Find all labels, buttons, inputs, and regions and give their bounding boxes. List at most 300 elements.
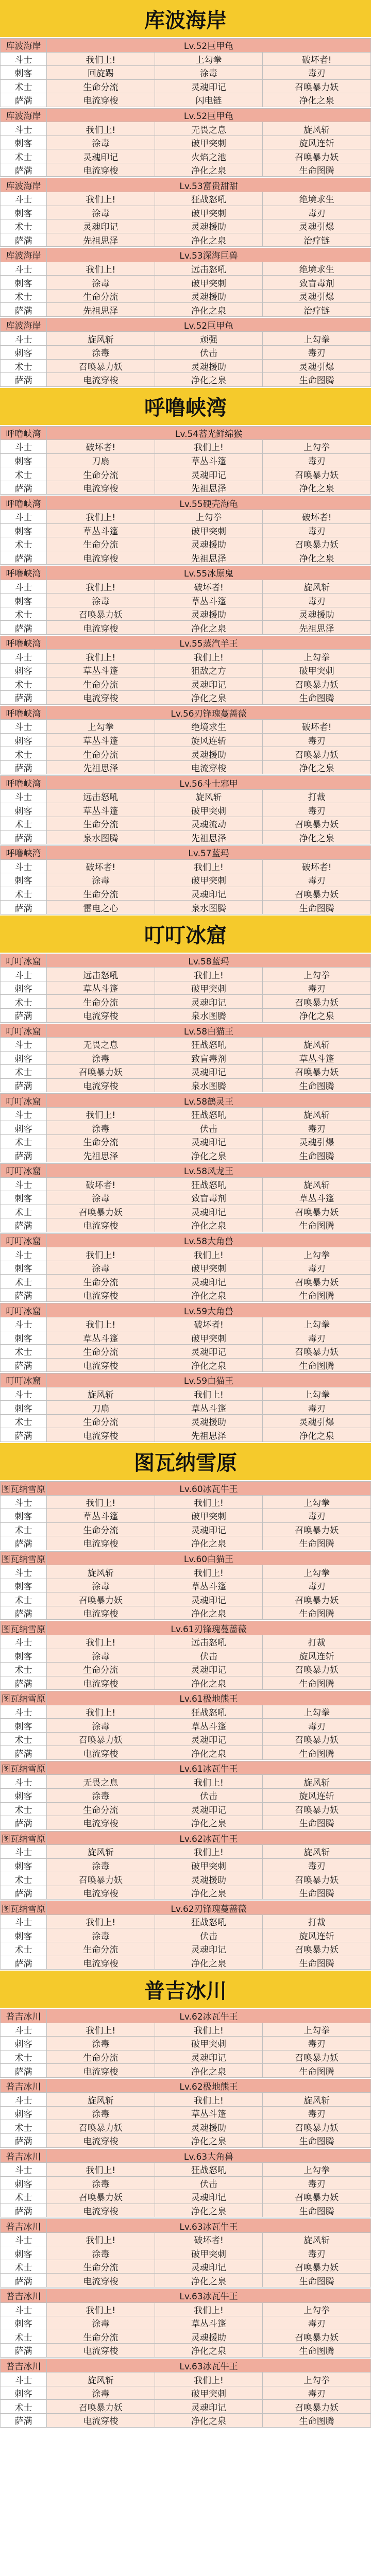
table-row bbox=[1, 1009, 371, 1023]
class-name: 斗士 bbox=[1, 650, 47, 664]
boss-level-label: Lv.52巨甲龟 bbox=[47, 108, 371, 122]
skill-cell: 净化之泉 bbox=[155, 163, 263, 177]
skill-cell: 生命分流 bbox=[47, 995, 155, 1009]
boss-level-label: Lv.52巨甲龟 bbox=[47, 39, 371, 53]
table-row bbox=[1, 135, 371, 149]
skill-cell: 灵魂印记 bbox=[155, 1522, 263, 1536]
skill-cell: 草丛斗篷 bbox=[47, 1509, 155, 1523]
skill-cell: 灵魂印记 bbox=[155, 2050, 263, 2064]
class-name: 斗士 bbox=[1, 332, 47, 346]
skill-cell: 上勾拳 bbox=[263, 440, 371, 454]
table-row bbox=[1, 1606, 371, 1620]
class-name: 斗士 bbox=[1, 580, 47, 594]
skill-cell: 先祖思泽 bbox=[155, 831, 263, 844]
boss-header-row bbox=[1, 1551, 371, 1565]
table-row bbox=[1, 720, 371, 734]
skill-cell: 我们上! bbox=[47, 192, 155, 206]
skill-cell: 我们上! bbox=[155, 2093, 263, 2107]
class-name: 刺客 bbox=[1, 1928, 47, 1942]
skill-cell: 顽强 bbox=[155, 332, 263, 346]
skill-cell: 电流穿梭 bbox=[155, 760, 263, 774]
skill-cell: 破甲突刺 bbox=[155, 135, 263, 149]
skill-cell: 破甲突刺 bbox=[155, 2246, 263, 2260]
table-row bbox=[1, 1705, 371, 1719]
skill-cell: 破甲突刺 bbox=[155, 803, 263, 817]
skill-cell: 灵魂引爆 bbox=[263, 1134, 371, 1148]
skill-cell: 我们上! bbox=[47, 1914, 155, 1928]
table-row bbox=[1, 691, 371, 705]
boss-header-row bbox=[1, 954, 371, 968]
skill-cell: 草丛斗篷 bbox=[47, 523, 155, 537]
skill-cell: 电流穿梭 bbox=[47, 1358, 155, 1372]
skill-cell: 净化之泉 bbox=[263, 1428, 371, 1442]
skill-cell: 电流穿梭 bbox=[47, 2134, 155, 2148]
skill-cell: 生命图腾 bbox=[263, 1746, 371, 1760]
boss-header-row bbox=[1, 318, 371, 332]
table-row bbox=[1, 2093, 371, 2107]
class-name: 术士 bbox=[1, 1275, 47, 1289]
location-label: 普吉冰川 bbox=[1, 2009, 47, 2023]
skill-cell: 灵魂印记 bbox=[155, 1205, 263, 1218]
table-row bbox=[1, 2302, 371, 2316]
skill-table bbox=[0, 108, 371, 177]
boss-level-label: Lv.55硬壳海龟 bbox=[47, 496, 371, 510]
skill-cell: 灵魂印记 bbox=[155, 1663, 263, 1676]
location-label: 呼噜峡湾 bbox=[1, 846, 47, 860]
skill-cell: 涂毒 bbox=[47, 1191, 155, 1205]
boss-header-row bbox=[1, 1164, 371, 1178]
skill-cell: 破甲突刺 bbox=[155, 1261, 263, 1275]
skill-cell: 电流穿梭 bbox=[47, 373, 155, 387]
skill-cell: 涂毒 bbox=[47, 135, 155, 149]
skill-cell: 伏击 bbox=[155, 1788, 263, 1802]
skill-table bbox=[0, 496, 371, 565]
skill-cell: 绝境求生 bbox=[155, 720, 263, 734]
table-row bbox=[1, 289, 371, 303]
skill-cell: 生命图腾 bbox=[263, 1288, 371, 1302]
table-row bbox=[1, 1592, 371, 1606]
skill-cell: 草丛斗篷 bbox=[47, 803, 155, 817]
skill-cell: 涂毒 bbox=[47, 2246, 155, 2260]
skill-cell: 毒刃 bbox=[263, 2176, 371, 2190]
table-row bbox=[1, 1275, 371, 1289]
skill-cell: 电流穿梭 bbox=[47, 2204, 155, 2217]
skill-cell: 电流穿梭 bbox=[47, 1536, 155, 1550]
skill-cell: 涂毒 bbox=[47, 2037, 155, 2050]
table-row bbox=[1, 303, 371, 317]
class-name: 萨满 bbox=[1, 2413, 47, 2427]
skill-cell: 我们上! bbox=[47, 52, 155, 66]
class-name: 斗士 bbox=[1, 1705, 47, 1719]
table-row bbox=[1, 262, 371, 276]
class-name: 刺客 bbox=[1, 1509, 47, 1523]
class-name: 萨满 bbox=[1, 1358, 47, 1372]
boss-header-row bbox=[1, 2149, 371, 2163]
skill-table bbox=[0, 1373, 371, 1442]
skill-cell: 毒刃 bbox=[263, 1719, 371, 1733]
skill-cell: 灵魂印记 bbox=[155, 2260, 263, 2274]
skill-table bbox=[0, 1621, 371, 1690]
skill-cell: 涂毒 bbox=[47, 1719, 155, 1733]
skill-cell: 毒刃 bbox=[263, 2037, 371, 2050]
class-name: 萨满 bbox=[1, 481, 47, 495]
skill-cell: 上勾拳 bbox=[263, 968, 371, 981]
skill-cell: 草丛斗篷 bbox=[155, 2316, 263, 2330]
table-row bbox=[1, 1078, 371, 1092]
skill-table bbox=[0, 2079, 371, 2148]
boss-header-row bbox=[1, 1094, 371, 1108]
boss-header-row bbox=[1, 706, 371, 720]
class-name: 萨满 bbox=[1, 1288, 47, 1302]
skill-cell: 涂毒 bbox=[47, 1649, 155, 1663]
skill-cell: 旋风斩 bbox=[47, 1845, 155, 1859]
skill-cell: 上勾拳 bbox=[263, 1247, 371, 1261]
class-name: 刺客 bbox=[1, 453, 47, 467]
class-name: 萨满 bbox=[1, 2204, 47, 2217]
skill-cell: 狂战怒吼 bbox=[155, 1914, 263, 1928]
class-name: 斗士 bbox=[1, 1247, 47, 1261]
skill-cell: 伏击 bbox=[155, 1121, 263, 1135]
skill-cell: 先祖思泽 bbox=[263, 621, 371, 635]
skill-cell: 狂战怒吼 bbox=[155, 2163, 263, 2177]
table-row bbox=[1, 2106, 371, 2120]
skill-cell: 电流穿梭 bbox=[47, 691, 155, 705]
skill-cell: 生命图腾 bbox=[263, 1956, 371, 1970]
class-name: 萨满 bbox=[1, 1148, 47, 1162]
skill-cell: 毒刃 bbox=[263, 1858, 371, 1872]
boss-header-row bbox=[1, 178, 371, 192]
skill-cell: 灵魂援助 bbox=[155, 2330, 263, 2344]
class-name: 斗士 bbox=[1, 1038, 47, 1052]
skill-cell: 生命分流 bbox=[47, 677, 155, 691]
boss-block bbox=[0, 845, 371, 916]
class-name: 萨满 bbox=[1, 93, 47, 107]
boss-block bbox=[0, 1481, 371, 1551]
table-row bbox=[1, 2190, 371, 2204]
skill-cell: 远击怒吼 bbox=[47, 968, 155, 981]
class-name: 刺客 bbox=[1, 1331, 47, 1345]
skill-cell: 生命分流 bbox=[47, 817, 155, 831]
skill-cell: 破坏者! bbox=[155, 580, 263, 594]
table-row bbox=[1, 1414, 371, 1428]
skill-cell: 上勾拳 bbox=[263, 650, 371, 664]
skill-cell: 打裁 bbox=[263, 1914, 371, 1928]
boss-header-row bbox=[1, 1621, 371, 1635]
table-row bbox=[1, 2330, 371, 2344]
skill-cell: 净化之泉 bbox=[155, 373, 263, 387]
skill-cell: 草丛斗篷 bbox=[263, 1191, 371, 1205]
skill-cell: 召唤暴力妖 bbox=[263, 1345, 371, 1359]
skill-cell: 召唤暴力妖 bbox=[47, 2190, 155, 2204]
table-row bbox=[1, 1121, 371, 1135]
skill-cell: 涂毒 bbox=[155, 66, 263, 80]
skill-cell: 破坏者! bbox=[155, 1317, 263, 1331]
table-row bbox=[1, 2120, 371, 2134]
table-row bbox=[1, 663, 371, 677]
skill-cell: 召唤暴力妖 bbox=[263, 1732, 371, 1746]
skill-cell: 旋风斩 bbox=[263, 1107, 371, 1121]
boss-level-label: Lv.58风龙王 bbox=[47, 1164, 371, 1178]
skill-cell: 毒刃 bbox=[263, 453, 371, 467]
table-row bbox=[1, 1746, 371, 1760]
skill-cell: 召唤暴力妖 bbox=[47, 1592, 155, 1606]
skill-cell: 火焰之池 bbox=[155, 149, 263, 163]
skill-cell: 毒刃 bbox=[263, 594, 371, 607]
skill-cell: 泉水图腾 bbox=[155, 1078, 263, 1092]
boss-level-label: Lv.63冰瓦牛王 bbox=[47, 2289, 371, 2303]
skill-cell: 上勾拳 bbox=[263, 1387, 371, 1401]
location-label: 库波海岸 bbox=[1, 178, 47, 192]
class-name: 术士 bbox=[1, 2260, 47, 2274]
boss-block bbox=[0, 1093, 371, 1163]
skill-cell: 灵魂援助 bbox=[155, 359, 263, 373]
skill-cell: 召唤暴力妖 bbox=[47, 1732, 155, 1746]
skill-cell: 生命分流 bbox=[47, 2330, 155, 2344]
location-label: 叮叮冰窟 bbox=[1, 1024, 47, 1038]
skill-cell: 狂战怒吼 bbox=[155, 1177, 263, 1191]
skill-cell: 灵魂印记 bbox=[155, 2190, 263, 2204]
boss-block bbox=[0, 108, 371, 178]
skill-cell: 生命分流 bbox=[47, 79, 155, 93]
boss-level-label: Lv.59白猫王 bbox=[47, 1374, 371, 1387]
class-name: 斗士 bbox=[1, 789, 47, 803]
skill-cell: 生命分流 bbox=[47, 537, 155, 551]
skill-cell: 生命图腾 bbox=[263, 2204, 371, 2217]
table-row bbox=[1, 2413, 371, 2427]
skill-cell: 召唤暴力妖 bbox=[47, 2120, 155, 2134]
table-row bbox=[1, 817, 371, 831]
skill-cell: 净化之泉 bbox=[155, 1358, 263, 1372]
skill-cell: 我们上! bbox=[47, 1317, 155, 1331]
boss-header-row bbox=[1, 2009, 371, 2023]
class-name: 术士 bbox=[1, 747, 47, 761]
skill-cell: 上勾拳 bbox=[263, 1565, 371, 1579]
table-row bbox=[1, 1816, 371, 1830]
location-label: 普吉冰川 bbox=[1, 2149, 47, 2163]
skill-cell: 破坏者! bbox=[47, 440, 155, 454]
boss-header-row bbox=[1, 248, 371, 262]
boss-block bbox=[0, 1831, 371, 1901]
table-row bbox=[1, 1345, 371, 1359]
skill-cell: 召唤暴力妖 bbox=[263, 677, 371, 691]
class-name: 刺客 bbox=[1, 135, 47, 149]
skill-cell: 净化之泉 bbox=[263, 481, 371, 495]
class-name: 术士 bbox=[1, 677, 47, 691]
skill-cell: 灵魂援助 bbox=[155, 607, 263, 621]
class-name: 刺客 bbox=[1, 733, 47, 747]
skill-cell: 旋风斩 bbox=[47, 2372, 155, 2386]
skill-table bbox=[0, 954, 371, 1023]
skill-cell: 灵魂印记 bbox=[155, 1345, 263, 1359]
skill-cell: 毒刃 bbox=[263, 803, 371, 817]
skill-cell: 致盲毒剂 bbox=[263, 276, 371, 290]
skill-cell: 召唤暴力妖 bbox=[263, 887, 371, 901]
location-label: 图瓦纳雪原 bbox=[1, 1621, 47, 1635]
location-label: 呼噜峡湾 bbox=[1, 706, 47, 720]
skill-cell: 草丛斗篷 bbox=[155, 1579, 263, 1592]
skill-cell: 净化之泉 bbox=[155, 2413, 263, 2427]
skill-cell: 电流穿梭 bbox=[47, 1288, 155, 1302]
skill-cell: 召唤暴力妖 bbox=[263, 1275, 371, 1289]
skill-cell: 生命图腾 bbox=[263, 1536, 371, 1550]
skill-cell: 破坏者! bbox=[263, 52, 371, 66]
location-label: 库波海岸 bbox=[1, 108, 47, 122]
skill-cell: 召唤暴力妖 bbox=[263, 149, 371, 163]
table-row bbox=[1, 580, 371, 594]
class-name: 萨满 bbox=[1, 1746, 47, 1760]
skill-cell: 净化之泉 bbox=[155, 1746, 263, 1760]
skill-cell: 我们上! bbox=[47, 2163, 155, 2177]
skill-cell: 涂毒 bbox=[47, 346, 155, 360]
skill-cell: 我们上! bbox=[47, 650, 155, 664]
table-row bbox=[1, 2344, 371, 2358]
table-row bbox=[1, 1942, 371, 1956]
skill-cell: 电流穿梭 bbox=[47, 1956, 155, 1970]
table-row bbox=[1, 621, 371, 635]
class-name: 斗士 bbox=[1, 1775, 47, 1789]
skill-cell: 净化之泉 bbox=[155, 1886, 263, 1900]
class-name: 术士 bbox=[1, 1592, 47, 1606]
skill-cell: 涂毒 bbox=[47, 2316, 155, 2330]
skill-cell: 草丛斗篷 bbox=[47, 733, 155, 747]
skill-table bbox=[0, 775, 371, 844]
skill-table bbox=[0, 1691, 371, 1760]
boss-level-label: Lv.54蓄光鲜绵猴 bbox=[47, 426, 371, 440]
skill-cell: 召唤暴力妖 bbox=[263, 817, 371, 831]
table-row bbox=[1, 149, 371, 163]
skill-cell: 净化之泉 bbox=[263, 1009, 371, 1023]
skill-cell: 净化之泉 bbox=[155, 1288, 263, 1302]
skill-cell: 无畏之息 bbox=[47, 1775, 155, 1789]
skill-cell: 我们上! bbox=[155, 1565, 263, 1579]
table-row bbox=[1, 1218, 371, 1232]
boss-block bbox=[0, 1373, 371, 1443]
skill-cell: 先祖思泽 bbox=[155, 1428, 263, 1442]
skill-cell: 电流穿梭 bbox=[47, 2344, 155, 2358]
skill-cell: 草丛斗篷 bbox=[155, 453, 263, 467]
skill-cell: 灵魂印记 bbox=[47, 149, 155, 163]
skill-cell: 毒刃 bbox=[263, 2316, 371, 2330]
boss-header-row bbox=[1, 426, 371, 440]
class-name: 斗士 bbox=[1, 2372, 47, 2386]
skill-cell: 我们上! bbox=[47, 122, 155, 136]
boss-header-row bbox=[1, 1233, 371, 1247]
skill-cell: 我们上! bbox=[47, 580, 155, 594]
boss-header-row bbox=[1, 846, 371, 860]
skill-cell: 净化之泉 bbox=[155, 2274, 263, 2287]
skill-cell: 灵魂印记 bbox=[155, 887, 263, 901]
skill-cell: 先祖思泽 bbox=[155, 551, 263, 565]
location-label: 叮叮冰窟 bbox=[1, 1094, 47, 1108]
skill-table bbox=[0, 426, 371, 495]
skill-cell: 上勾拳 bbox=[155, 52, 263, 66]
skill-cell: 灵魂援助 bbox=[155, 289, 263, 303]
class-name: 萨满 bbox=[1, 1816, 47, 1830]
class-name: 斗士 bbox=[1, 1107, 47, 1121]
table-row bbox=[1, 1401, 371, 1415]
skill-cell: 旋风斩 bbox=[47, 2093, 155, 2107]
table-row bbox=[1, 1886, 371, 1900]
location-label: 叮叮冰窟 bbox=[1, 1233, 47, 1247]
boss-level-label: Lv.58鹤灵王 bbox=[47, 1094, 371, 1108]
table-row bbox=[1, 594, 371, 607]
class-name: 刺客 bbox=[1, 2246, 47, 2260]
skill-cell: 召唤暴力妖 bbox=[263, 1592, 371, 1606]
skill-cell: 绝境求生 bbox=[263, 192, 371, 206]
class-name: 术士 bbox=[1, 1065, 47, 1079]
skill-table bbox=[0, 1303, 371, 1372]
table-row bbox=[1, 1148, 371, 1162]
skill-cell: 净化之泉 bbox=[155, 303, 263, 317]
table-row bbox=[1, 2274, 371, 2287]
table-row bbox=[1, 2064, 371, 2078]
boss-header-row bbox=[1, 39, 371, 53]
class-name: 斗士 bbox=[1, 262, 47, 276]
class-name: 萨满 bbox=[1, 1428, 47, 1442]
class-name: 斗士 bbox=[1, 2163, 47, 2177]
table-row bbox=[1, 650, 371, 664]
skill-cell: 狂战怒吼 bbox=[155, 1038, 263, 1052]
class-name: 术士 bbox=[1, 219, 47, 233]
table-row bbox=[1, 2316, 371, 2330]
skill-cell: 破坏者! bbox=[263, 859, 371, 873]
class-name: 斗士 bbox=[1, 1495, 47, 1509]
class-name: 萨满 bbox=[1, 901, 47, 914]
skill-cell: 我们上! bbox=[155, 2302, 263, 2316]
class-name: 斗士 bbox=[1, 440, 47, 454]
table-row bbox=[1, 1914, 371, 1928]
class-name: 刺客 bbox=[1, 1719, 47, 1733]
skill-cell: 打裁 bbox=[263, 1635, 371, 1649]
class-name: 刺客 bbox=[1, 1401, 47, 1415]
class-name: 刺客 bbox=[1, 66, 47, 80]
table-row bbox=[1, 52, 371, 66]
skill-cell: 涂毒 bbox=[47, 2386, 155, 2400]
skill-cell: 灵魂印记 bbox=[155, 1065, 263, 1079]
skill-cell: 先祖思泽 bbox=[47, 760, 155, 774]
class-name: 刺客 bbox=[1, 2106, 47, 2120]
table-row bbox=[1, 2163, 371, 2177]
skill-cell: 上勾拳 bbox=[263, 2023, 371, 2037]
skill-cell: 破甲突刺 bbox=[155, 206, 263, 219]
boss-block bbox=[0, 496, 371, 566]
location-label: 图瓦纳雪原 bbox=[1, 1901, 47, 1915]
table-row bbox=[1, 1247, 371, 1261]
class-name: 刺客 bbox=[1, 2386, 47, 2400]
region-header: 呼噜峡湾 bbox=[0, 388, 371, 426]
class-name: 刺客 bbox=[1, 1649, 47, 1663]
class-name: 萨满 bbox=[1, 2134, 47, 2148]
skill-cell: 破坏者! bbox=[263, 510, 371, 523]
table-row bbox=[1, 2176, 371, 2190]
skill-cell: 旋风斩 bbox=[263, 580, 371, 594]
skill-cell: 净化之泉 bbox=[263, 93, 371, 107]
skill-cell: 上勾拳 bbox=[263, 2372, 371, 2386]
skill-cell: 旋风连斩 bbox=[263, 1649, 371, 1663]
skill-cell: 上勾拳 bbox=[263, 1317, 371, 1331]
skill-cell: 净化之泉 bbox=[155, 1536, 263, 1550]
table-row bbox=[1, 760, 371, 774]
boss-block bbox=[0, 426, 371, 496]
table-row bbox=[1, 1845, 371, 1859]
class-name: 斗士 bbox=[1, 2302, 47, 2316]
table-row bbox=[1, 1956, 371, 1970]
table-row bbox=[1, 122, 371, 136]
table-row bbox=[1, 859, 371, 873]
skill-cell: 我们上! bbox=[155, 968, 263, 981]
table-row bbox=[1, 1051, 371, 1065]
location-label: 库波海岸 bbox=[1, 318, 47, 332]
